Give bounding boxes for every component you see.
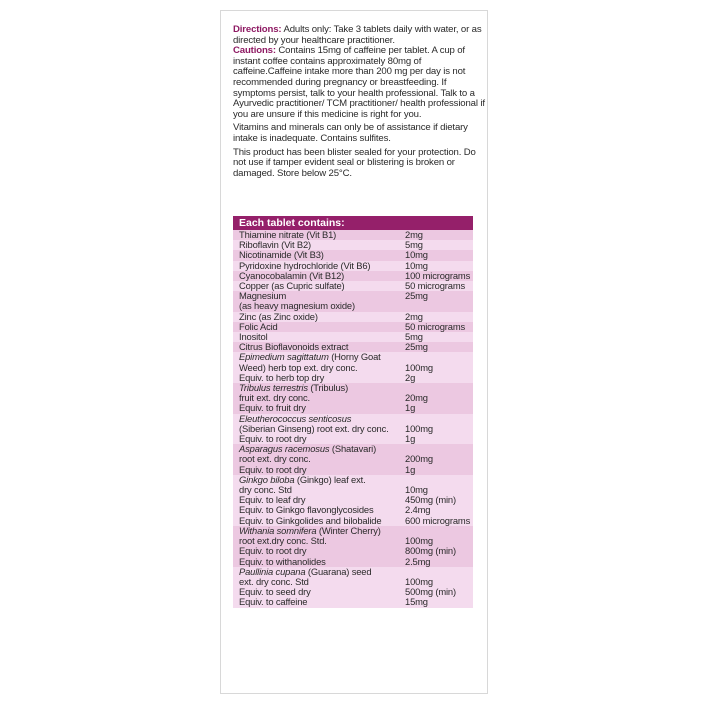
ingredient-text: Equiv. to root dry bbox=[239, 545, 307, 557]
amount-line: 2.5mg bbox=[405, 555, 431, 567]
table-row bbox=[233, 526, 473, 567]
ingredient-amount bbox=[405, 475, 473, 526]
amount-line: 5mg bbox=[405, 331, 423, 343]
ingredient-text: Equiv. to Ginkgo flavonglycosides bbox=[239, 504, 374, 516]
ingredient-text: ext. dry conc. Std bbox=[239, 575, 309, 587]
label-panel bbox=[220, 10, 488, 694]
ingredient-text: root ext.dry conc. Std. bbox=[239, 535, 327, 547]
amount-line: 100mg bbox=[405, 422, 433, 434]
ingredient-amount bbox=[405, 342, 473, 352]
table-row bbox=[233, 352, 473, 383]
amount-line: 10mg bbox=[405, 259, 428, 271]
ingredient-name bbox=[233, 291, 405, 311]
ingredient-text: Equiv. to root dry bbox=[239, 463, 307, 475]
amount-line: 10mg bbox=[405, 249, 428, 261]
cautions-paragraph bbox=[233, 46, 485, 120]
table-row bbox=[233, 291, 473, 311]
amount-line: 100mg bbox=[405, 361, 433, 373]
ingredient-text: (Winter Cherry) bbox=[316, 524, 381, 536]
ingredient-text: Copper (as Cupric sulfate) bbox=[239, 280, 345, 292]
ingredient-text: (Shatavari) bbox=[329, 443, 377, 455]
amount-line: 600 micrograms bbox=[405, 514, 471, 526]
ingredient-text: (Siberian Ginseng) root ext. dry conc. bbox=[239, 422, 389, 434]
ingredient-name bbox=[233, 444, 405, 475]
ingredient-text: Equiv. to withanolides bbox=[239, 555, 326, 567]
directions-cautions-text bbox=[233, 25, 485, 179]
amount-line: 1g bbox=[405, 463, 416, 475]
amount-line: 25mg bbox=[405, 290, 428, 302]
directions-paragraph bbox=[233, 25, 485, 46]
amount-line: 2g bbox=[405, 371, 416, 383]
ingredient-text: Pyridoxine hydrochloride (Vit B6) bbox=[239, 259, 371, 271]
ingredient-text: (Ginkgo) leaf ext. bbox=[294, 473, 366, 485]
ingredient-text: Equiv. to fruit dry bbox=[239, 402, 306, 414]
ingredient-text: Equiv. to Ginkgolides and bilobalide bbox=[239, 514, 382, 526]
ingredient-text: fruit ext. dry conc. bbox=[239, 392, 310, 404]
ingredient-text: root ext. dry conc. bbox=[239, 453, 311, 465]
table-row bbox=[233, 567, 473, 608]
botanical-name: Ginkgo biloba bbox=[239, 473, 295, 485]
botanical-name: Eleutherococcus senticosus bbox=[239, 412, 352, 424]
ingredient-text: Magnesium bbox=[239, 290, 287, 302]
ingredient-text: Zinc (as Zinc oxide) bbox=[239, 310, 318, 322]
ingredient-name bbox=[233, 352, 405, 383]
ingredient-text: (Horny Goat bbox=[328, 351, 381, 363]
table-row bbox=[233, 444, 473, 475]
table-row bbox=[233, 475, 473, 526]
amount-line: 200mg bbox=[405, 453, 433, 465]
botanical-name: Paullinia cupana bbox=[239, 565, 306, 577]
ingredient-text: Folic Acid bbox=[239, 320, 278, 332]
ingredient-amount bbox=[405, 352, 473, 383]
amount-line: 2.4mg bbox=[405, 504, 431, 516]
ingredient-amount bbox=[405, 526, 473, 567]
amount-line: 1g bbox=[405, 402, 416, 414]
amount-line: 50 micrograms bbox=[405, 320, 466, 332]
ingredient-text: Equiv. to herb top dry bbox=[239, 371, 325, 383]
table-row bbox=[233, 414, 473, 445]
directions-label: Directions: bbox=[233, 24, 282, 35]
ingredient-amount bbox=[405, 567, 473, 608]
cautions-text: Contains 15mg of caffeine per tablet. A cup of instant coffee contains approximately 80mg of caffeine.Caffeine intake more than 200 mg per day is not recommended during pregnancy or breastfeeding. If symptoms persist, talk to your health professional. Talk to a Ayurvedic practitioner/ TCM practitioner/ health professional if you are unsure if this medicine is right for you. bbox=[233, 45, 485, 120]
ingredients-table bbox=[233, 216, 473, 608]
ingredient-text: Nicotinamide (Vit B3) bbox=[239, 249, 324, 261]
ingredient-text: Equiv. to leaf dry bbox=[239, 494, 306, 506]
amount-line: 50 micrograms bbox=[405, 280, 466, 292]
amount-line: 100 micrograms bbox=[405, 269, 471, 281]
amount-line: 10mg bbox=[405, 484, 428, 496]
ingredient-name bbox=[233, 567, 405, 608]
ingredient-text: Equiv. to root dry bbox=[239, 433, 307, 445]
ingredient-text: Inositol bbox=[239, 331, 268, 343]
ingredient-name bbox=[233, 475, 405, 526]
table-body bbox=[233, 230, 473, 608]
storage-note: This product has been blister sealed for your protection. Do not use if tamper evident seal or blistering is broken or damaged. Store below 25°C. bbox=[233, 146, 476, 179]
ingredient-name bbox=[233, 383, 405, 414]
ingredient-name bbox=[233, 526, 405, 567]
ingredient-text: Riboflavin (Vit B2) bbox=[239, 239, 312, 251]
amount-line: 800mg (min) bbox=[405, 545, 456, 557]
table-row bbox=[233, 383, 473, 414]
botanical-name: Asparagus racemosus bbox=[239, 443, 330, 455]
ingredient-text: (Tribulus) bbox=[307, 382, 349, 394]
ingredient-amount bbox=[405, 383, 473, 414]
ingredient-amount bbox=[405, 291, 473, 311]
ingredient-text: dry conc. Std bbox=[239, 484, 292, 496]
ingredient-amount bbox=[405, 414, 473, 445]
vitamins-note: Vitamins and minerals can only be of assistance if dietary intake is inadequate. Contains sulfites. bbox=[233, 122, 468, 144]
amount-line: 100mg bbox=[405, 535, 433, 547]
ingredient-text: Thiamine nitrate (Vit B1) bbox=[239, 229, 337, 240]
ingredient-text: Citrus Bioflavonoids extract bbox=[239, 341, 349, 353]
amount-line: 100mg bbox=[405, 575, 433, 587]
amount-line: 1g bbox=[405, 433, 416, 445]
amount-line: 2mg bbox=[405, 229, 423, 240]
amount-line: 5mg bbox=[405, 239, 423, 251]
table-header: Each tablet contains: bbox=[233, 216, 473, 230]
ingredient-line bbox=[239, 597, 405, 607]
ingredient-amount bbox=[405, 444, 473, 475]
botanical-name: Epimedium sagittatum bbox=[239, 351, 329, 363]
ingredient-text: (as heavy magnesium oxide) bbox=[239, 300, 355, 312]
ingredient-text: Equiv. to caffeine bbox=[239, 596, 308, 608]
botanical-name: Tribulus terrestris bbox=[239, 382, 308, 394]
ingredient-text: Equiv. to seed dry bbox=[239, 586, 311, 598]
ingredient-text: Weed) herb top ext. dry conc. bbox=[239, 361, 358, 373]
amount-line: 20mg bbox=[405, 392, 428, 404]
amount-line: 450mg (min) bbox=[405, 494, 456, 506]
ingredient-text: Cyanocobalamin (Vit B12) bbox=[239, 269, 345, 281]
directions-text: Adults only: Take 3 tablets daily with water, or as directed by your healthcare practitioner. bbox=[233, 24, 482, 46]
amount-line: 15mg bbox=[405, 596, 428, 608]
amount-line: 500mg (min) bbox=[405, 586, 456, 598]
amount-line: 25mg bbox=[405, 341, 428, 353]
ingredient-name bbox=[233, 414, 405, 445]
amount-line: 2mg bbox=[405, 310, 423, 322]
table-row bbox=[233, 322, 473, 332]
ingredient-text: (Guarana) seed bbox=[305, 565, 372, 577]
cautions-label: Cautions: bbox=[233, 45, 276, 57]
botanical-name: Withania somnifera bbox=[239, 524, 317, 536]
